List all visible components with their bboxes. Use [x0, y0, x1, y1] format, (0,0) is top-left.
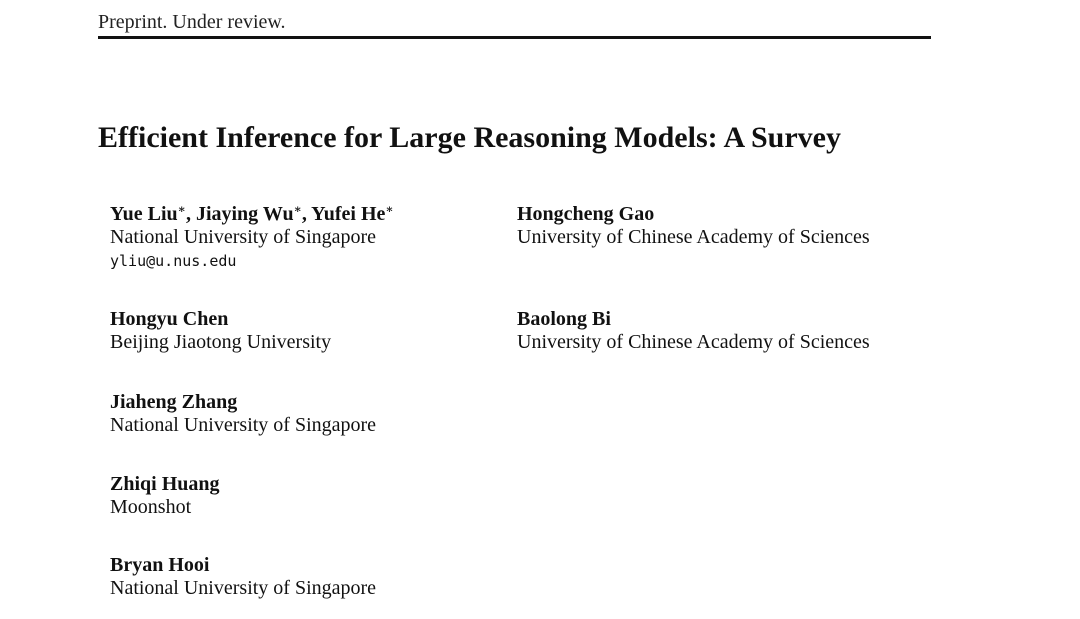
- author-name: Bryan Hooi: [110, 554, 210, 576]
- separator: ,: [301, 203, 312, 225]
- author-affiliation: University of Chinese Academy of Sciences: [517, 331, 870, 353]
- author-affiliation: National University of Singapore: [110, 226, 377, 248]
- author-email[interactable]: yliu@u.nus.edu: [110, 252, 237, 270]
- preprint-note: Preprint. Under review.: [98, 11, 286, 33]
- author-name: Yue Liu: [110, 203, 178, 225]
- author-names-line: [110, 203, 394, 226]
- author-name: Jiaying Wu: [195, 203, 294, 225]
- author-name: Baolong Bi: [517, 308, 611, 330]
- author-name: Jiaheng Zhang: [110, 391, 238, 413]
- equal-contribution-mark: ∗: [385, 202, 394, 216]
- author-affiliation: National University of Singapore: [110, 577, 377, 599]
- author-block-1: [110, 203, 394, 273]
- author-affiliation: Moonshot: [110, 496, 192, 518]
- equal-contribution-mark: ∗: [293, 202, 302, 216]
- author-affiliation: National University of Singapore: [110, 414, 377, 436]
- header-rule: [98, 36, 931, 39]
- author-affiliation: Beijing Jiaotong University: [110, 331, 332, 353]
- equal-contribution-mark: ∗: [177, 202, 186, 216]
- separator: ,: [185, 203, 196, 225]
- paper-title: Efficient Inference for Large Reasoning Models: A Survey: [98, 121, 841, 154]
- author-block-6: [517, 203, 870, 249]
- author-name: Yufei He: [311, 203, 386, 225]
- author-block-3: [110, 391, 376, 437]
- author-block-7: [517, 308, 870, 354]
- author-block-4: [110, 473, 220, 519]
- author-affiliation: University of Chinese Academy of Sciences: [517, 226, 870, 248]
- author-name: Hongyu Chen: [110, 308, 229, 330]
- author-block-2: [110, 308, 331, 354]
- author-name: Zhiqi Huang: [110, 473, 220, 495]
- author-name: Hongcheng Gao: [517, 203, 655, 225]
- author-block-5: [110, 554, 376, 600]
